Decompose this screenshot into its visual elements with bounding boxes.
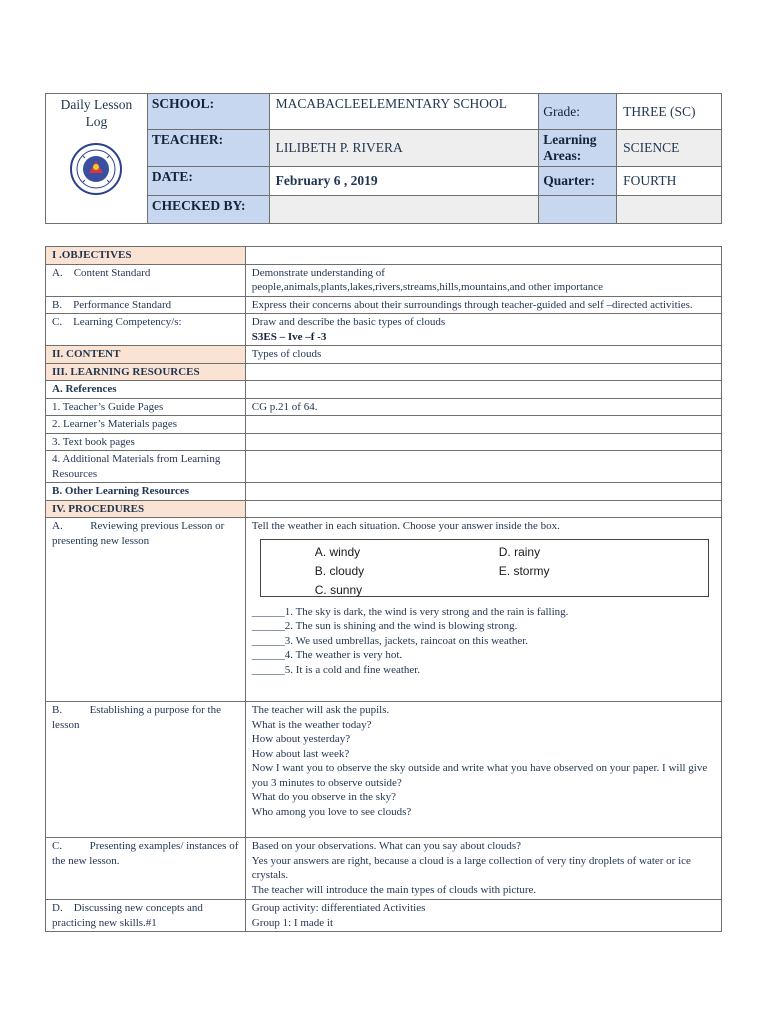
learning-areas-label: Learning Areas: xyxy=(539,130,617,167)
procedure-b-line: How about yesterday? xyxy=(251,733,351,745)
procedure-b-line: How about last week? xyxy=(251,747,350,760)
competency-text: Draw and describe the basic types of clouds xyxy=(251,316,446,328)
performance-standard-label: B. Performance Standard xyxy=(46,296,246,314)
school-value: MACABACLEELEMENTARY SCHOOL xyxy=(269,94,539,130)
checked-by-blank-1 xyxy=(539,196,617,224)
competency-code: S3ES – Ive –f -3 xyxy=(251,330,327,343)
content-value: Types of clouds xyxy=(245,346,721,364)
choices-box xyxy=(260,539,709,597)
procedures-blank xyxy=(245,500,721,518)
references-blank xyxy=(245,381,721,399)
procedures-heading: IV. PROCEDURES xyxy=(46,500,246,518)
procedure-d-content xyxy=(245,900,721,932)
grade-value: THREE (SC) xyxy=(617,94,722,130)
choice-option: C. sunny xyxy=(314,582,363,597)
teachers-guide-value: CG p.21 of 64. xyxy=(245,398,721,416)
performance-standard-value: Express their concerns about their surroundings through teacher-guided and self –directed activities. xyxy=(245,296,721,314)
learning-resources-heading: III. LEARNING RESOURCES xyxy=(46,363,246,381)
quiz-item: ______4. The weather is very hot. xyxy=(251,649,403,661)
procedure-d-line: Group 1: I made it xyxy=(251,916,334,929)
procedure-c-line: Based on your observations. What can you say about clouds? xyxy=(251,840,522,852)
textbook-label: 3. Text book pages xyxy=(46,433,246,451)
procedure-c-label: C. Presenting examples/ instances of the new lesson. xyxy=(46,838,246,900)
competency-value xyxy=(245,314,721,346)
objectives-blank xyxy=(245,247,721,265)
procedure-b-line: Now I want you to observe the sky outside and write what you have observed on your paper. I will give you 3 minutes to observe outside? xyxy=(251,762,708,789)
quiz-item: ______2. The sun is shining and the wind is blowing strong. xyxy=(251,620,518,632)
quiz-item: ______1. The sky is dark, the wind is very strong and the rain is falling. xyxy=(251,605,569,618)
additional-materials-blank xyxy=(245,451,721,483)
choice-option: D. rainy xyxy=(498,544,541,559)
choice-option: E. stormy xyxy=(498,563,550,578)
procedure-c-content xyxy=(245,838,721,900)
quarter-label: Quarter: xyxy=(539,167,617,196)
procedure-b-line: What is the weather today? xyxy=(251,718,372,731)
date-label: DATE: xyxy=(147,167,269,196)
other-resources-blank xyxy=(245,483,721,501)
procedure-a-content xyxy=(245,518,721,702)
lesson-table xyxy=(45,246,722,932)
procedure-c-line: The teacher will introduce the main types of clouds with picture. xyxy=(251,883,537,896)
checked-by-label: CHECKED BY: xyxy=(147,196,269,224)
content-standard-line-1: Demonstrate understanding of xyxy=(251,266,385,279)
quiz-item: ______3. We used umbrellas, jackets, raincoat on this weather. xyxy=(251,634,529,647)
school-label: SCHOOL: xyxy=(147,94,269,130)
learners-materials-label: 2. Learner’s Materials pages xyxy=(46,416,246,434)
procedure-b-content xyxy=(245,702,721,838)
teacher-label: TEACHER: xyxy=(147,130,269,167)
teachers-guide-label: 1. Teacher’s Guide Pages xyxy=(46,398,246,416)
procedure-b-label: B. Establishing a purpose for the lesson xyxy=(46,702,246,838)
deped-seal-icon xyxy=(69,142,123,196)
quarter-value: FOURTH xyxy=(617,167,722,196)
header-table xyxy=(45,93,722,224)
learning-areas-value: SCIENCE xyxy=(617,130,722,167)
content-standard-label: A. Content Standard xyxy=(46,264,246,296)
textbook-blank xyxy=(245,433,721,451)
objectives-heading: I .OBJECTIVES xyxy=(46,247,246,265)
procedure-b-line: Who among you love to see clouds? xyxy=(251,805,412,818)
procedure-a-label: A. Reviewing previous Lesson or presenting new lesson xyxy=(46,518,246,702)
choice-option: B. cloudy xyxy=(314,563,365,578)
checked-by-value xyxy=(269,196,539,224)
competency-label: C. Learning Competency/s: xyxy=(46,314,246,346)
choice-option: A. windy xyxy=(314,544,361,559)
date-value: February 6 , 2019 xyxy=(269,167,539,196)
procedure-b-line: What do you observe in the sky? xyxy=(251,791,396,803)
procedure-d-line: Group activity: differentiated Activities xyxy=(251,902,426,914)
learners-materials-blank xyxy=(245,416,721,434)
learning-resources-blank xyxy=(245,363,721,381)
content-heading: II. CONTENT xyxy=(46,346,246,364)
references-heading: A. References xyxy=(46,381,246,399)
grade-label: Grade: xyxy=(539,94,617,130)
teacher-value: LILIBETH P. RIVERA xyxy=(269,130,539,167)
content-standard-value xyxy=(245,264,721,296)
content-standard-line-2: people,animals,plants,lakes,rivers,streams,hills,mountains,and other importance xyxy=(251,281,604,293)
log-title-cell xyxy=(46,94,148,224)
other-resources-heading: B. Other Learning Resources xyxy=(46,483,246,501)
additional-materials-label: 4. Additional Materials from Learning Resources xyxy=(46,451,246,483)
checked-by-blank-2 xyxy=(617,196,722,224)
quiz-item: ______5. It is a cold and fine weather. xyxy=(251,663,421,676)
procedure-a-instruction: Tell the weather in each situation. Choose your answer inside the box. xyxy=(251,520,560,532)
log-title: Daily Lesson Log xyxy=(60,97,133,129)
procedure-d-label: D. Discussing new concepts and practicing new skills.#1 xyxy=(46,900,246,932)
procedure-b-line: The teacher will ask the pupils. xyxy=(251,704,390,716)
procedure-c-line: Yes your answers are right, because a cloud is a large collection of very tiny droplets of water or ice crystals. xyxy=(251,854,691,881)
